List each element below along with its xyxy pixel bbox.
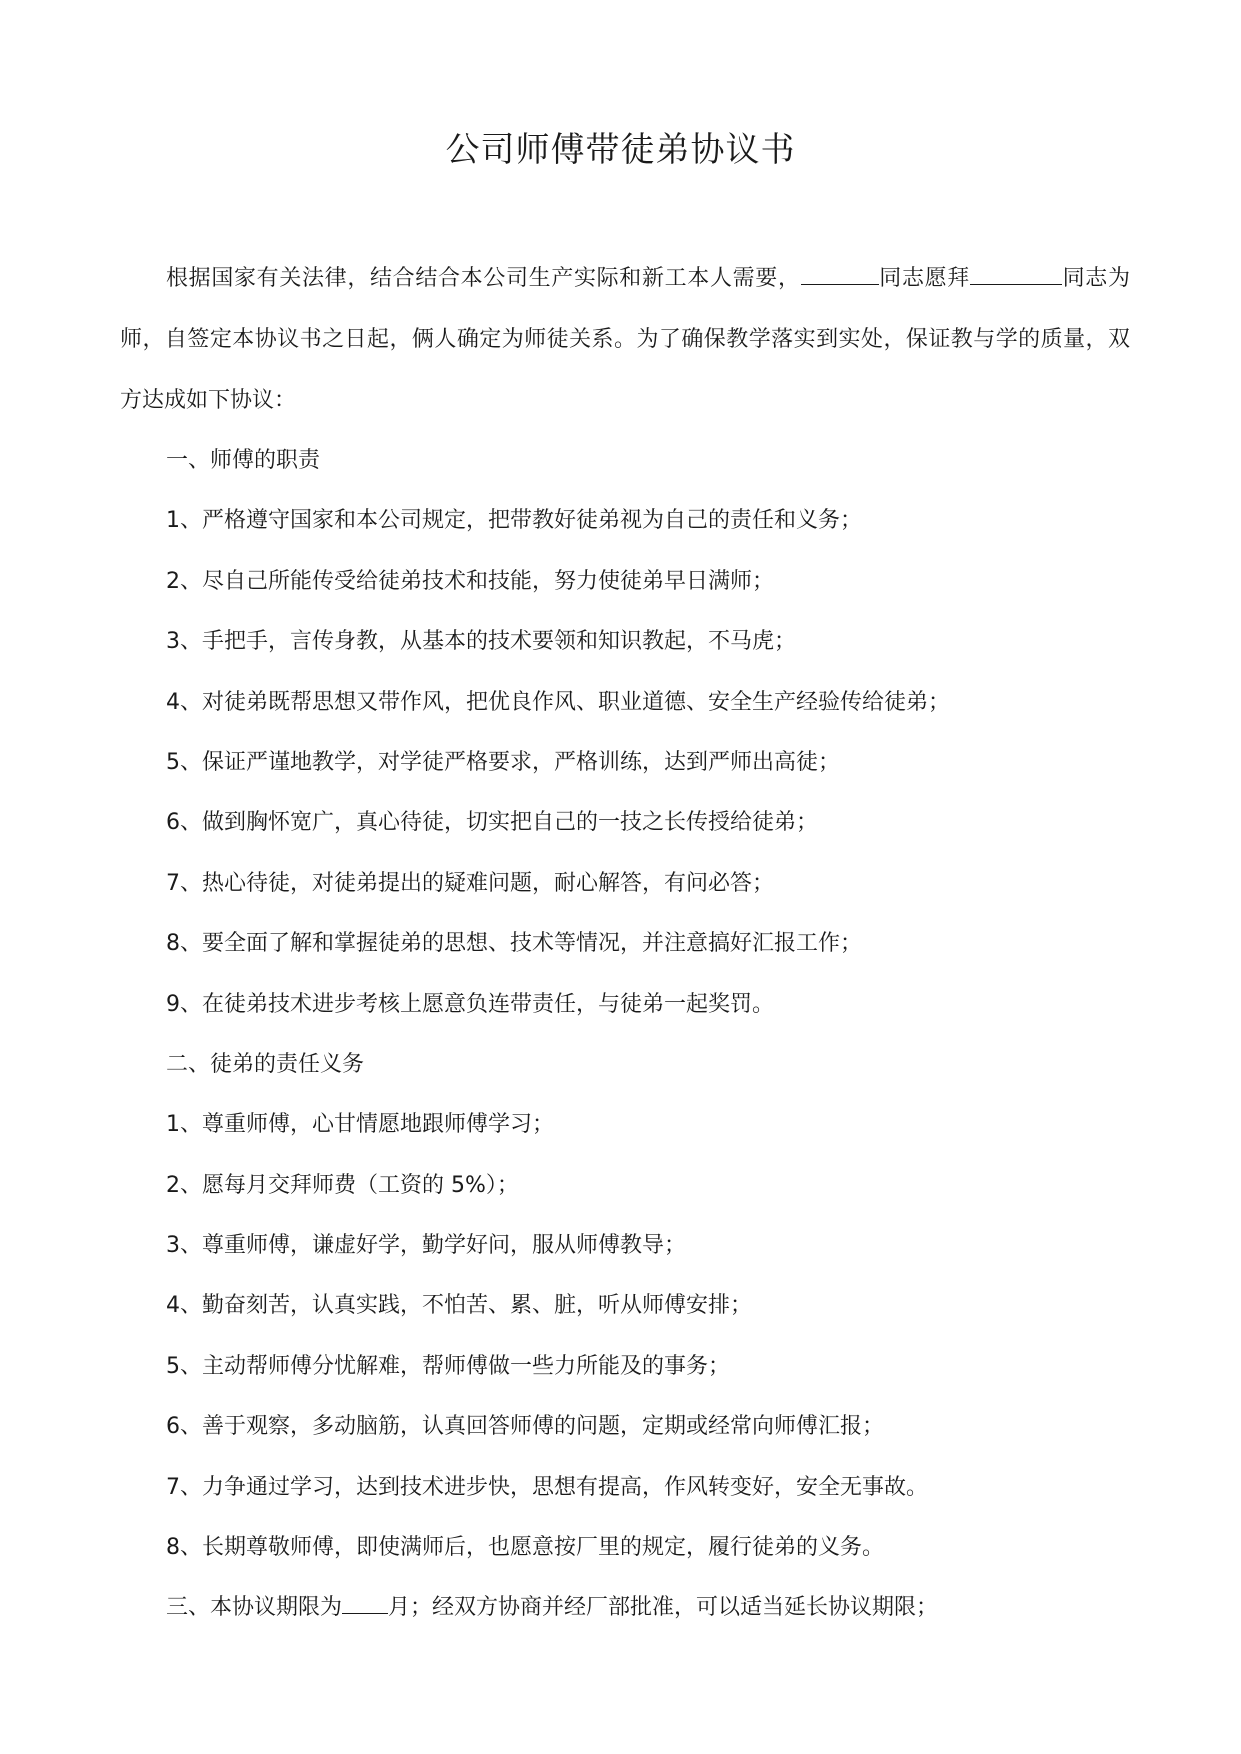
apprentice-item: 5、主动帮师傅分忧解难，帮师傅做一些力所能及的事务； xyxy=(166,1353,730,1379)
master-item: 5、保证严谨地教学，对学徒严格要求，严格训练，达到严师出高徒； xyxy=(166,749,840,775)
section-heading-apprentice: 二、徒弟的责任义务 xyxy=(166,1051,365,1077)
term-clause xyxy=(166,1578,1146,1638)
apprentice-item: 1、尊重师傅，心甘情愿地跟师傅学习； xyxy=(166,1112,554,1138)
master-item: 6、做到胸怀宽广，真心待徒，切实把自己的一技之长传授给徒弟； xyxy=(166,810,818,836)
master-item: 1、严格遵守国家和本公司规定，把带教好徒弟视为自己的责任和义务； xyxy=(166,508,862,534)
apprentice-item: 2、愿每月交拜师费（工资的 5%）； xyxy=(166,1172,519,1198)
term-text-1: 三、本协议期限为 xyxy=(166,1595,343,1621)
apprentice-item: 4、勤奋刻苦，认真实践，不怕苦、累、脏，听从师傅安排； xyxy=(166,1293,752,1319)
apprentice-item: 3、尊重师傅，谦虚好学，勤学好问，服从师傅教导； xyxy=(166,1233,686,1259)
intro-text-2: 同志愿拜 xyxy=(878,266,970,291)
apprentice-item: 8、长期尊敬师傅，即使满师后，也愿意按厂里的规定，履行徒弟的义务。 xyxy=(166,1535,884,1561)
master-item: 8、要全面了解和掌握徒弟的思想、技术等情况，并注意搞好汇报工作； xyxy=(166,931,862,957)
apprentice-item: 7、力争通过学习，达到技术进步快，思想有提高，作风转变好，安全无事故。 xyxy=(166,1474,928,1500)
intro-text-3: 同志为师，自签定本协议书之日起，俩人确定为师徒关系。为了确保教学落实到实处，保证教与学的质量，双方达成如下协议： xyxy=(120,266,1130,413)
document-title: 公司师傅带徒弟协议书 xyxy=(445,130,796,170)
master-item: 7、热心待徒，对徒弟提出的疑难问题，耐心解答，有问必答； xyxy=(166,870,774,896)
master-item: 9、在徒弟技术进步考核上愿意负连带责任，与徒弟一起奖罚。 xyxy=(166,991,774,1017)
term-text-2: 月；经双方协商并经厂部批准，可以适当延长协议期限； xyxy=(388,1595,939,1621)
master-item: 4、对徒弟既帮思想又带作风，把优良作风、职业道德、安全生产经验传给徒弟； xyxy=(166,689,950,715)
master-item: 3、手把手，言传身教，从基本的技术要领和知识教起，不马虎； xyxy=(166,629,796,655)
apprentice-item: 6、善于观察，多动脑筋，认真回答师傅的问题，定期或经常向师傅汇报； xyxy=(166,1414,884,1440)
intro-text-1: 根据国家有关法律，结合结合本公司生产实际和新工本人需要， xyxy=(166,266,801,291)
master-item: 2、尽自己所能传受给徒弟技术和技能，努力使徒弟早日满师； xyxy=(166,568,774,594)
apprentice-name-blank[interactable] xyxy=(801,262,879,285)
agreement-clauses xyxy=(166,431,1146,1639)
term-months-blank[interactable] xyxy=(342,1591,388,1614)
section-heading-master: 一、师傅的职责 xyxy=(166,448,321,473)
master-name-blank[interactable] xyxy=(970,262,1062,285)
intro-paragraph xyxy=(120,248,1130,431)
